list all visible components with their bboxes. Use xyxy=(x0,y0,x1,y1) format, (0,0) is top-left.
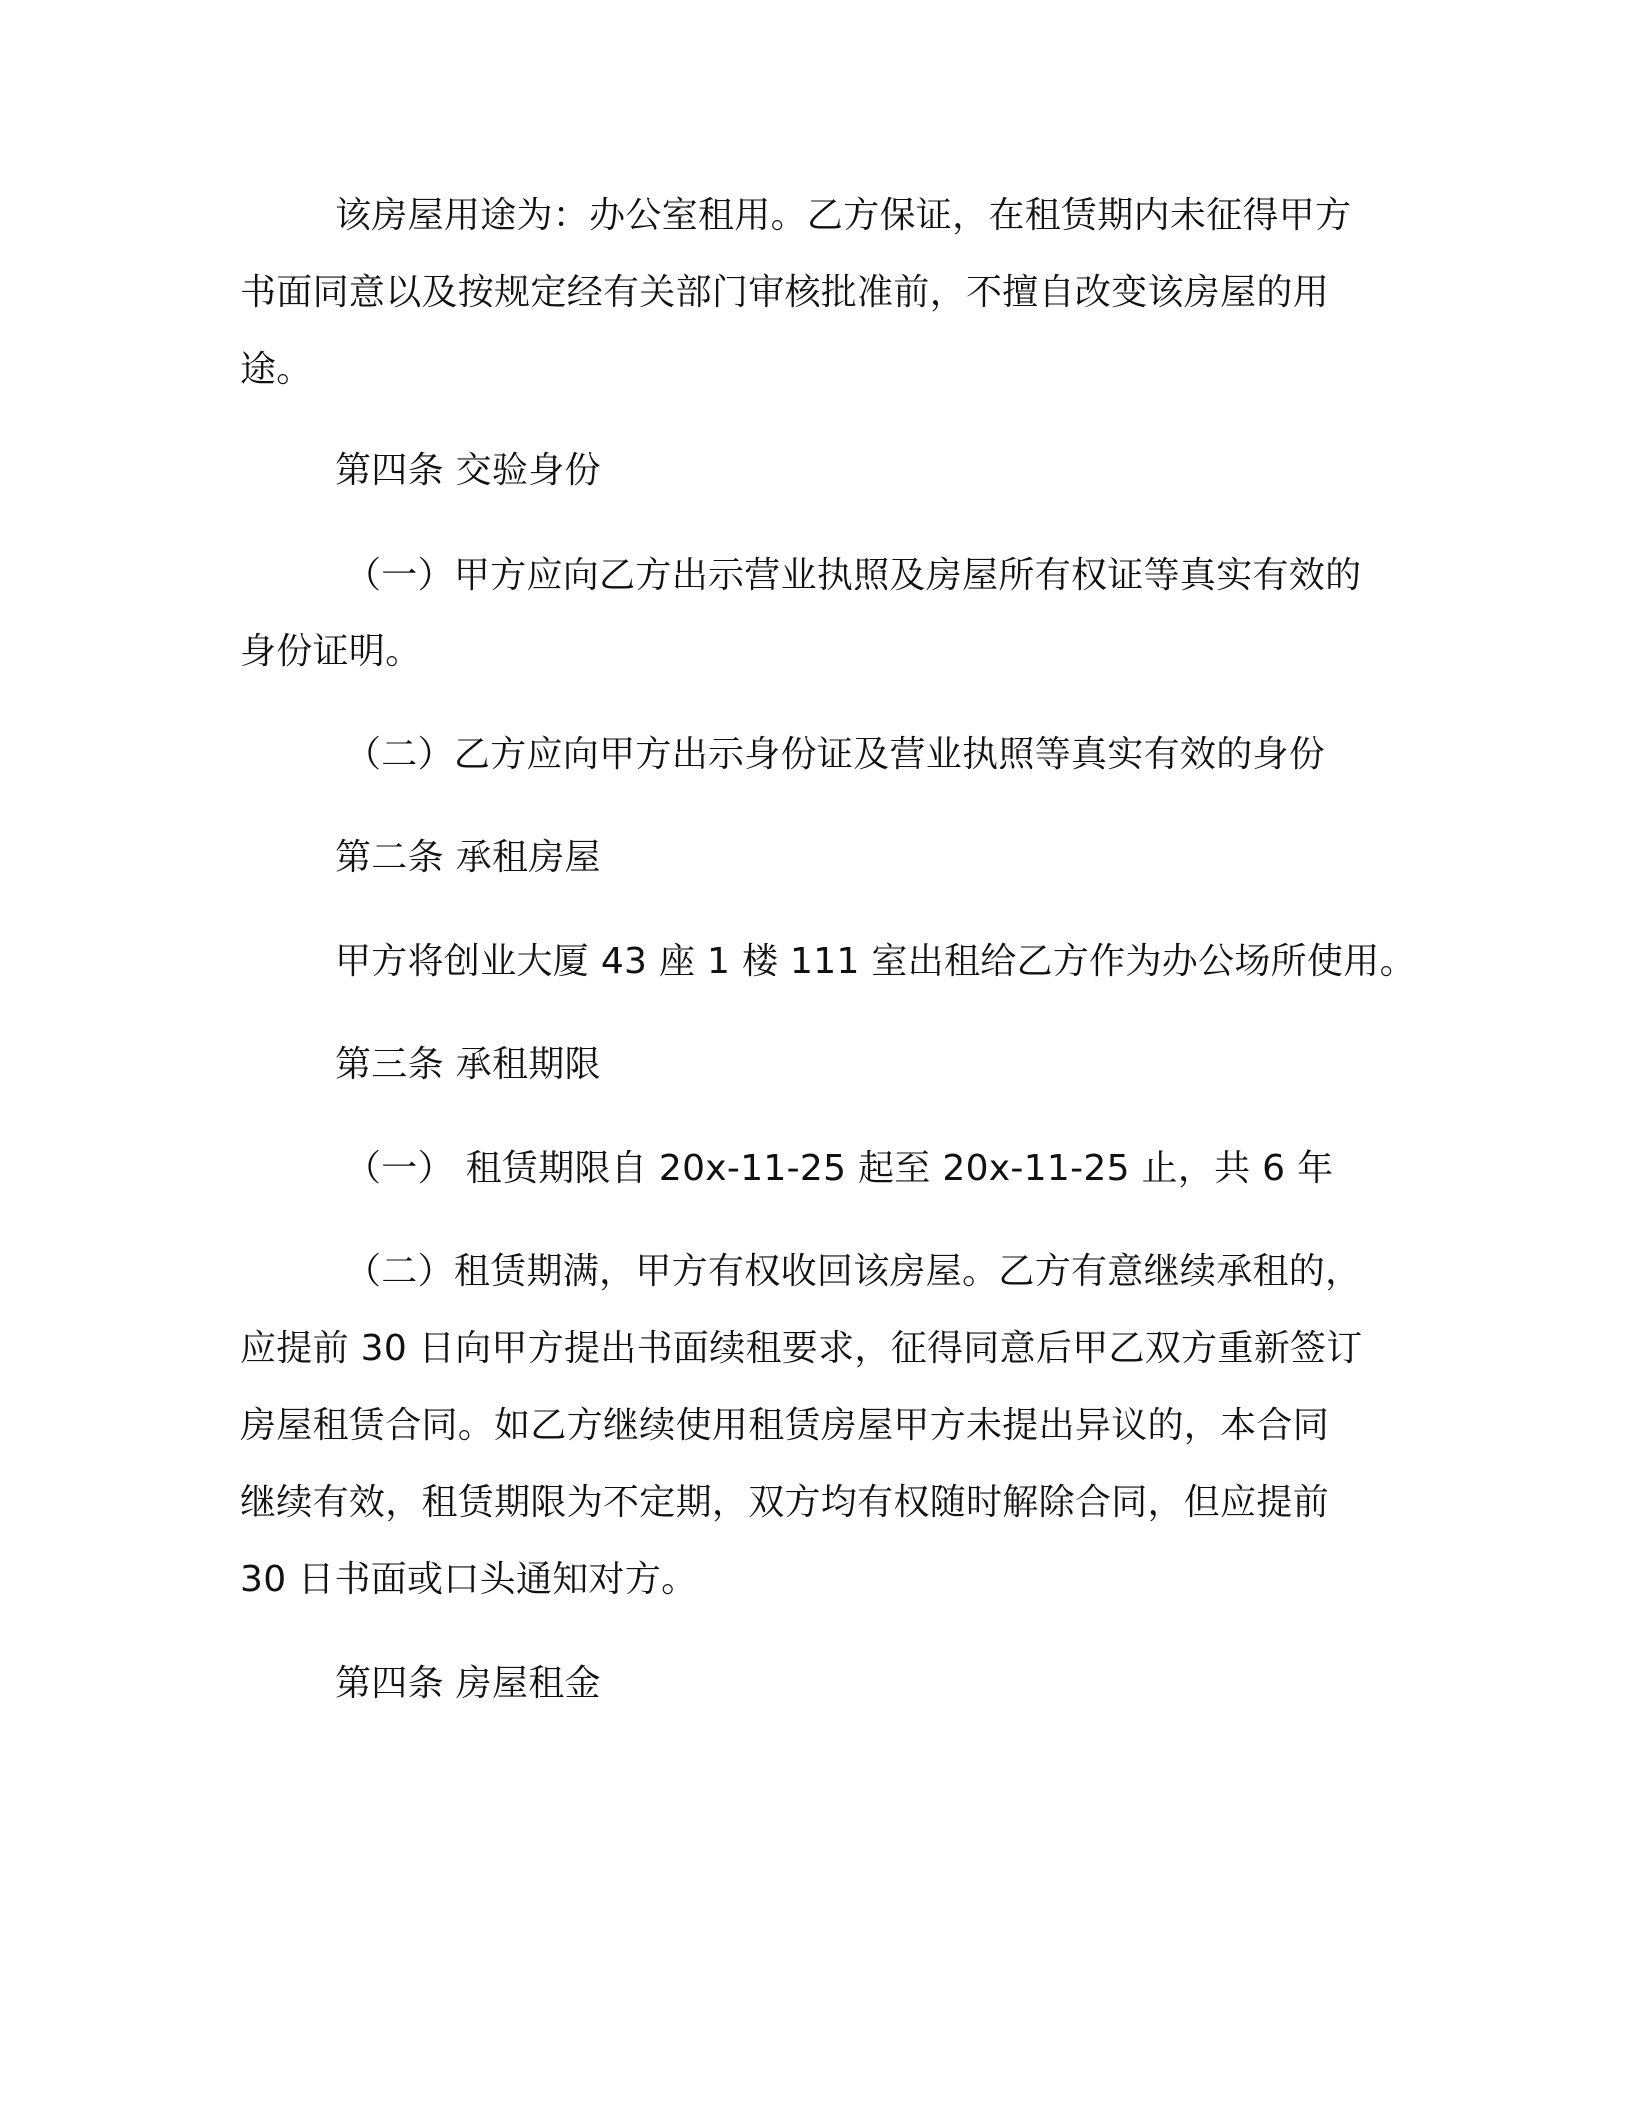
section-heading: 第三条 承租期限 xyxy=(335,1044,601,1085)
paragraph-line: 房屋租赁合同。如乙方继续使用租赁房屋甲方未提出异议的，本合同 xyxy=(240,1405,1330,1446)
paragraph-line: （二）乙方应向甲方出示身份证及营业执照等真实有效的身份 xyxy=(345,734,1326,775)
paragraph-line: 30 日书面或口头通知对方。 xyxy=(240,1559,698,1600)
paragraph-line: 该房屋用途为：办公室租用。乙方保证，在租赁期内未征得甲方 xyxy=(335,195,1352,236)
paragraph-line: （一）甲方应向乙方出示营业执照及房屋所有权证等真实有效的 xyxy=(345,555,1362,596)
paragraph-line: 应提前 30 日向甲方提出书面续租要求，征得同意后甲乙双方重新签订 xyxy=(240,1328,1363,1369)
paragraph-line: 身份证明。 xyxy=(240,631,422,672)
paragraph-line: （一） 租赁期限自 20x-11-25 起至 20x-11-25 止，共 6 年 xyxy=(345,1148,1334,1189)
paragraph-line: （二）租赁期满，甲方有权收回该房屋。乙方有意继续承租的， xyxy=(345,1251,1362,1292)
paragraph-line: 途。 xyxy=(240,349,313,390)
paragraph-line: 甲方将创业大厦 43 座 1 楼 111 室出租给乙方作为办公场所使用。 xyxy=(335,941,1416,982)
paragraph-line: 继续有效，租赁期限为不定期，双方均有权随时解除合同，但应提前 xyxy=(240,1482,1330,1523)
paragraph-line: 书面同意以及按规定经有关部门审核批准前，不擅自改变该房屋的用 xyxy=(240,272,1330,313)
section-heading: 第二条 承租房屋 xyxy=(335,837,601,878)
section-heading: 第四条 房屋租金 xyxy=(335,1663,601,1704)
section-heading: 第四条 交验身份 xyxy=(335,450,601,491)
